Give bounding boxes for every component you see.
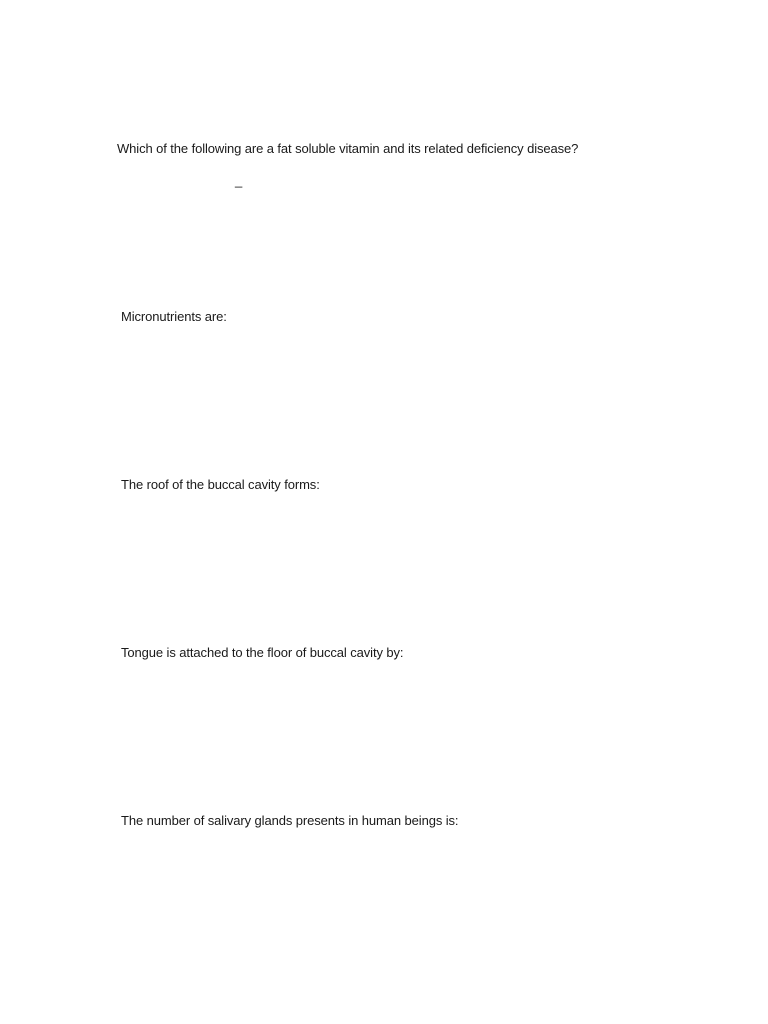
question-buccal-cavity-roof: The roof of the buccal cavity forms: — [121, 477, 320, 492]
question-salivary-glands: The number of salivary glands presents in human beings is: — [121, 813, 459, 828]
answer-blank: _ — [235, 173, 243, 188]
question-tongue-attachment: Tongue is attached to the floor of buccal cavity by: — [121, 645, 404, 660]
question-micronutrients: Micronutrients are: — [121, 309, 227, 324]
question-fat-soluble-vitamin: Which of the following are a fat soluble vitamin and its related deficiency disease? — [117, 141, 579, 156]
